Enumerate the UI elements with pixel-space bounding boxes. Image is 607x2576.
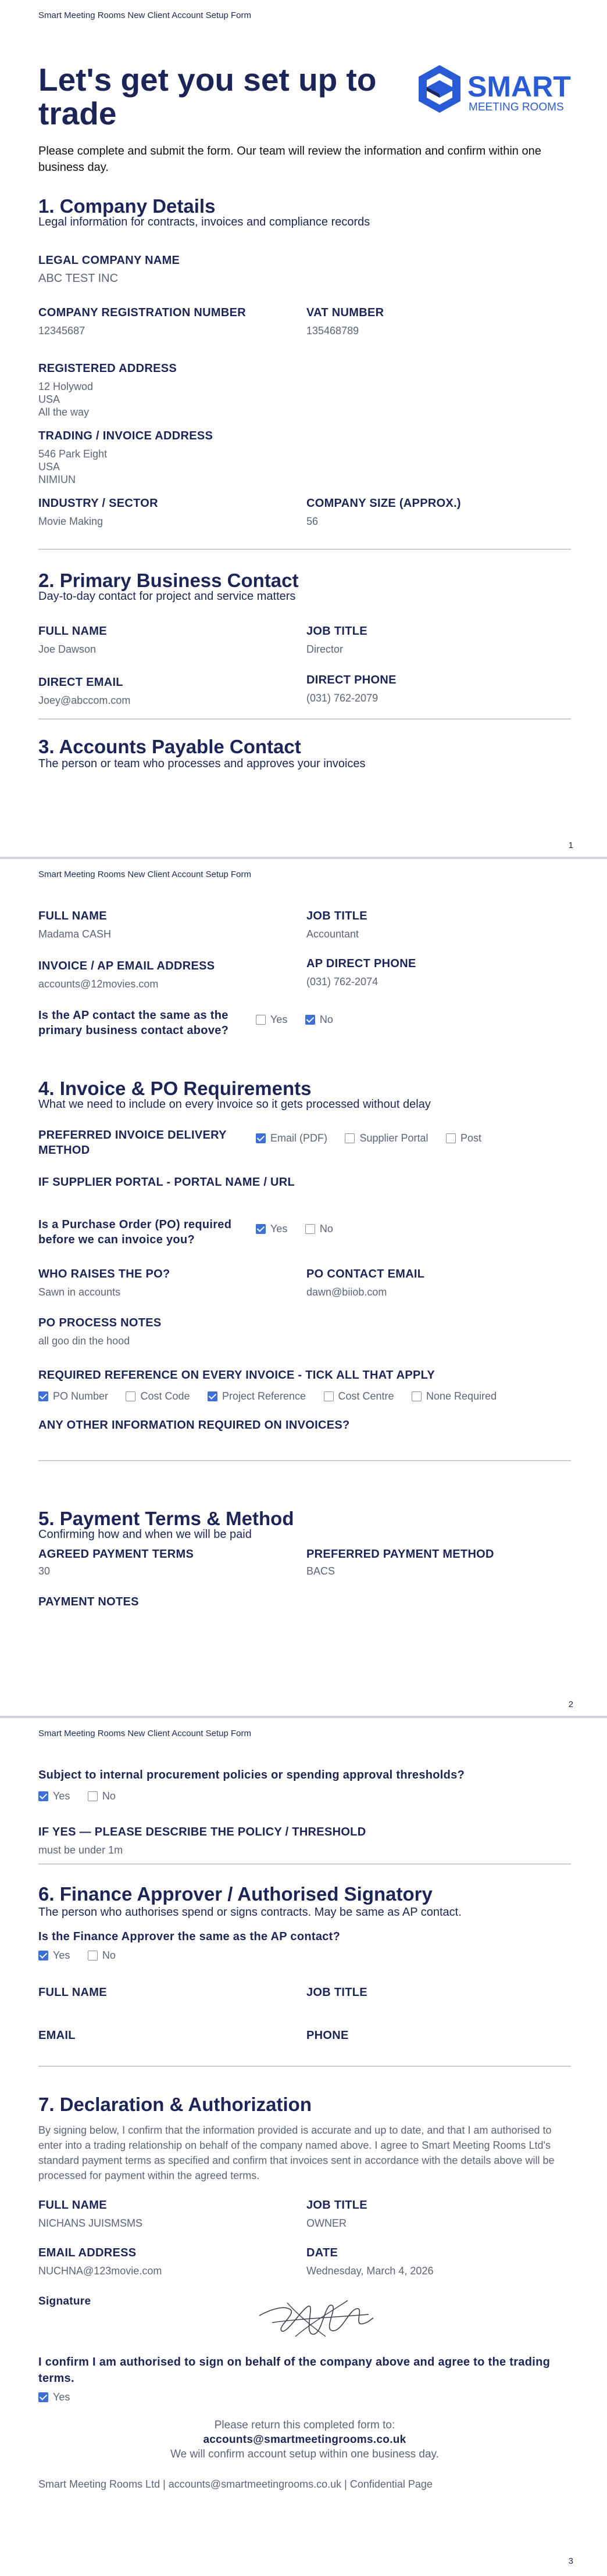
- email-address-label: EMAIL ADDRESS: [38, 2246, 137, 2259]
- portal-label: IF SUPPLIER PORTAL - PORTAL NAME / URL: [38, 1176, 295, 1189]
- delivery-method-label: PREFERRED INVOICE DELIVERY METHOD: [38, 1129, 227, 1157]
- delivery-options: [256, 1132, 497, 1144]
- confirmation-note: We will confirm account setup within one business day.: [170, 2448, 439, 2460]
- delivery-option[interactable]: Post: [446, 1132, 481, 1144]
- section-title: 1. Company Details: [38, 195, 216, 217]
- section-subtitle: Day-to-day contact for project and service matters: [38, 590, 296, 603]
- divider: [38, 718, 571, 720]
- checkbox-checked-icon[interactable]: [208, 1391, 217, 1401]
- section-subtitle: The person or team who processes and approves your invoices: [38, 757, 366, 770]
- invoice-reference-options: [38, 1390, 512, 1403]
- section-invoice-po: [38, 1078, 571, 1450]
- phone-label: PHONE: [306, 2029, 349, 2042]
- ap-same-options: [256, 1014, 348, 1026]
- hexagon-s-logo-icon: [419, 65, 460, 113]
- divider: [38, 2066, 571, 2067]
- payment-terms-label: AGREED PAYMENT TERMS: [38, 1548, 194, 1561]
- job-title-field[interactable]: Director: [306, 643, 344, 655]
- ap-same-question: Is the AP contact the same as the primary business contact above?: [38, 1009, 229, 1037]
- other-info-label: ANY OTHER INFORMATION REQUIRED ON INVOICES?: [38, 1419, 350, 1432]
- section-ap-contact-fields: [38, 909, 571, 1054]
- divider: [38, 549, 571, 550]
- full-name-field[interactable]: NICHANS JUISMSMS: [38, 2217, 143, 2229]
- po-notes-label: PO PROCESS NOTES: [38, 1316, 162, 1329]
- section-finance-approver: [38, 1883, 571, 2058]
- direct-email-label: DIRECT EMAIL: [38, 676, 123, 689]
- reference-option[interactable]: Cost Code: [126, 1390, 190, 1402]
- ap-same-no[interactable]: No: [305, 1014, 333, 1025]
- approver-same-no[interactable]: No: [88, 1949, 116, 1961]
- reference-option[interactable]: None Required: [412, 1390, 497, 1402]
- po-contact-email-field[interactable]: dawn@biiob.com: [306, 1286, 387, 1298]
- po-notes-field[interactable]: all goo din the hood: [38, 1335, 130, 1347]
- section-title: 3. Accounts Payable Contact: [38, 736, 301, 757]
- po-required-options: [256, 1223, 348, 1235]
- smart-meeting-rooms-logo: [414, 63, 571, 119]
- checkbox-icon[interactable]: [345, 1133, 355, 1143]
- procurement-question: Subject to internal procurement policies or spending approval thresholds?: [38, 1769, 465, 1781]
- checkbox-icon[interactable]: [305, 1224, 315, 1234]
- job-title-field[interactable]: Accountant: [306, 928, 359, 940]
- checkbox-checked-icon[interactable]: [38, 1791, 48, 1801]
- full-name-label: FULL NAME: [38, 2199, 107, 2212]
- checkbox-checked-icon[interactable]: [38, 1951, 48, 1960]
- divider: [38, 1460, 571, 1461]
- ap-email-field[interactable]: accounts@12movies.com: [38, 978, 159, 990]
- checkbox-icon[interactable]: [256, 1015, 266, 1025]
- job-title-label: JOB TITLE: [306, 625, 367, 638]
- return-email-link[interactable]: accounts@smartmeetingrooms.co.uk: [203, 2434, 406, 2446]
- payment-method-label: PREFERRED PAYMENT METHOD: [306, 1548, 494, 1561]
- logo-word: SMART: [467, 70, 571, 103]
- full-name-field[interactable]: Madama CASH: [38, 928, 112, 940]
- trading-address-field[interactable]: [38, 448, 107, 486]
- job-title-field[interactable]: OWNER: [306, 2217, 347, 2229]
- policy-field[interactable]: must be under 1m: [38, 1844, 123, 1856]
- authorisation-options: [38, 2391, 85, 2403]
- company-size-label: COMPANY SIZE (APPROX.): [306, 497, 461, 510]
- intro-text: Please complete and submit the form. Our team will review the information and confirm within one business day.: [38, 145, 541, 174]
- page-footer: Smart Meeting Rooms Ltd | accounts@smartmeetingrooms.co.uk | Confidential Page: [38, 2478, 433, 2490]
- address-line: 546 Park Eight: [38, 448, 108, 460]
- payment-terms-field[interactable]: 30: [38, 1565, 51, 1577]
- page-3: [0, 1718, 607, 2576]
- section-subtitle: The person who authorises spend or signs contracts. May be same as AP contact.: [38, 1906, 462, 1919]
- approver-same-yes[interactable]: Yes: [38, 1949, 70, 1961]
- registered-address-label: REGISTERED ADDRESS: [38, 362, 177, 375]
- registration-field[interactable]: 12345687: [38, 325, 85, 337]
- declaration-text: By signing below, I confirm that the information provided is accurate and up to date, and that I am authorised to enter into a trading relationship on behalf of the company named above. I agree to Smart Meeting Rooms Ltd's standard payment terms as specified and confirm that invoices sent in accordance with the details above will be processed for payment within the agreed terms.: [38, 2124, 555, 2181]
- legal-name-label: LEGAL COMPANY NAME: [38, 254, 180, 267]
- section-payment-terms-continued: [38, 1768, 571, 1890]
- section-title: 7. Declaration & Authorization: [38, 2094, 312, 2115]
- checkbox-icon[interactable]: [324, 1391, 334, 1401]
- full-name-label: FULL NAME: [38, 625, 107, 638]
- vat-field[interactable]: 135468789: [306, 325, 359, 337]
- po-raiser-field[interactable]: Sawn in accounts: [38, 1286, 121, 1298]
- po-required-no[interactable]: No: [305, 1223, 333, 1235]
- authorisation-yes[interactable]: Yes: [38, 2391, 70, 2403]
- section-title: 4. Invoice & PO Requirements: [38, 1078, 312, 1099]
- ap-same-yes[interactable]: Yes: [256, 1014, 287, 1025]
- delivery-option[interactable]: Email (PDF): [256, 1132, 327, 1144]
- industry-label: INDUSTRY / SECTOR: [38, 497, 158, 510]
- section-subtitle: Confirming how and when we will be paid: [38, 1528, 252, 1541]
- invoice-reference-label: REQUIRED REFERENCE ON EVERY INVOICE - TICK ALL THAT APPLY: [38, 1369, 435, 1382]
- address-line: All the way: [38, 406, 90, 418]
- policy-label: IF YES — PLEASE DESCRIBE THE POLICY / THRESHOLD: [38, 1826, 366, 1838]
- direct-email-field[interactable]: Joey@abccom.com: [38, 695, 131, 706]
- email-label: EMAIL: [38, 2029, 76, 2042]
- trading-address-label: TRADING / INVOICE ADDRESS: [38, 430, 213, 442]
- page-number: 3: [568, 2556, 573, 2566]
- ap-phone-field[interactable]: (031) 762-2074: [306, 976, 379, 988]
- authorisation-question: I confirm I am authorised to sign on behalf of the company above and agree to the trading terms.: [38, 2356, 551, 2385]
- address-line: USA: [38, 393, 60, 405]
- reference-option[interactable]: Project Reference: [208, 1390, 306, 1402]
- industry-field[interactable]: Movie Making: [38, 516, 103, 527]
- section-subtitle: Legal information for contracts, invoices and compliance records: [38, 216, 370, 228]
- po-raiser-label: WHO RAISES THE PO?: [38, 1268, 170, 1280]
- page-2: [0, 859, 607, 1716]
- section-title: 6. Finance Approver / Authorised Signatory: [38, 1883, 433, 1905]
- payment-notes-label: PAYMENT NOTES: [38, 1595, 139, 1608]
- payment-method-field[interactable]: BACS: [306, 1565, 335, 1577]
- job-title-label: JOB TITLE: [306, 2199, 367, 2212]
- job-title-label: JOB TITLE: [306, 910, 367, 922]
- section-subtitle: What we need to include on every invoice so it gets processed without delay: [38, 1098, 431, 1111]
- page-number: 1: [568, 840, 573, 850]
- ap-email-label: INVOICE / AP EMAIL ADDRESS: [38, 960, 215, 972]
- section-title: 2. Primary Business Contact: [38, 570, 299, 591]
- po-contact-email-label: PO CONTACT EMAIL: [306, 1268, 425, 1280]
- address-line: USA: [38, 461, 60, 473]
- vat-label: VAT NUMBER: [306, 306, 384, 319]
- procurement-yes[interactable]: Yes: [38, 1790, 70, 1802]
- section-title: 5. Payment Terms & Method: [38, 1508, 294, 1529]
- approver-same-question: Is the Finance Approver the same as the AP contact?: [38, 1930, 341, 1943]
- checkbox-icon[interactable]: [446, 1133, 456, 1143]
- approver-same-options: [38, 1949, 131, 1962]
- page-title: Let's get you set up to trade: [38, 62, 377, 131]
- job-title-label: JOB TITLE: [306, 1986, 367, 1999]
- checkbox-checked-icon[interactable]: [38, 1391, 48, 1401]
- po-required-question: Is a Purchase Order (PO) required before we can invoice you?: [38, 1218, 232, 1246]
- return-instruction: Please return this completed form to:: [214, 2419, 395, 2431]
- company-size-field[interactable]: 56: [306, 516, 319, 527]
- full-name-field[interactable]: Joe Dawson: [38, 643, 97, 655]
- reference-option[interactable]: Cost Centre: [324, 1390, 394, 1402]
- ap-phone-label: AP DIRECT PHONE: [306, 957, 416, 970]
- divider: [38, 1863, 571, 1865]
- checkbox-icon[interactable]: [412, 1391, 422, 1401]
- direct-phone-label: DIRECT PHONE: [306, 674, 397, 686]
- running-header: Smart Meeting Rooms New Client Account Setup Form: [38, 1729, 251, 1738]
- signature-label: Signature: [38, 2295, 91, 2307]
- checkbox-checked-icon[interactable]: [305, 1015, 315, 1025]
- logo-sub: MEETING ROOMS: [469, 101, 564, 113]
- checkbox-icon[interactable]: [88, 1791, 98, 1801]
- signature-image[interactable]: [255, 2292, 377, 2345]
- page-number: 2: [568, 1700, 573, 1709]
- page-1: [0, 0, 607, 857]
- address-line: NIMIUN: [38, 474, 76, 485]
- checkbox-checked-icon[interactable]: [256, 1224, 266, 1234]
- address-line: 12 Holywod: [38, 381, 94, 392]
- direct-phone-field[interactable]: (031) 762-2079: [306, 692, 379, 704]
- checkbox-checked-icon[interactable]: [38, 2392, 48, 2402]
- running-header: Smart Meeting Rooms New Client Account Setup Form: [38, 870, 251, 879]
- date-field[interactable]: Wednesday, March 4, 2026: [306, 2265, 434, 2277]
- email-address-field[interactable]: NUCHNA@123movie.com: [38, 2265, 162, 2277]
- procurement-options: [38, 1790, 131, 1802]
- reference-option[interactable]: PO Number: [38, 1390, 108, 1402]
- section-primary-contact: [38, 570, 571, 721]
- checkbox-icon[interactable]: [88, 1951, 98, 1960]
- date-label: DATE: [306, 2246, 338, 2259]
- delivery-option[interactable]: Supplier Portal: [345, 1132, 428, 1144]
- registered-address-field[interactable]: [38, 380, 93, 418]
- checkbox-icon[interactable]: [126, 1391, 135, 1401]
- full-name-label: FULL NAME: [38, 1986, 107, 1999]
- full-name-label: FULL NAME: [38, 910, 107, 922]
- checkbox-checked-icon[interactable]: [256, 1133, 266, 1143]
- legal-name-field[interactable]: ABC TEST INC: [38, 272, 119, 285]
- registration-label: COMPANY REGISTRATION NUMBER: [38, 306, 246, 319]
- procurement-no[interactable]: No: [88, 1790, 116, 1802]
- section-company-details: [38, 195, 571, 556]
- running-header: Smart Meeting Rooms New Client Account Setup Form: [38, 10, 251, 20]
- po-required-yes[interactable]: Yes: [256, 1223, 287, 1235]
